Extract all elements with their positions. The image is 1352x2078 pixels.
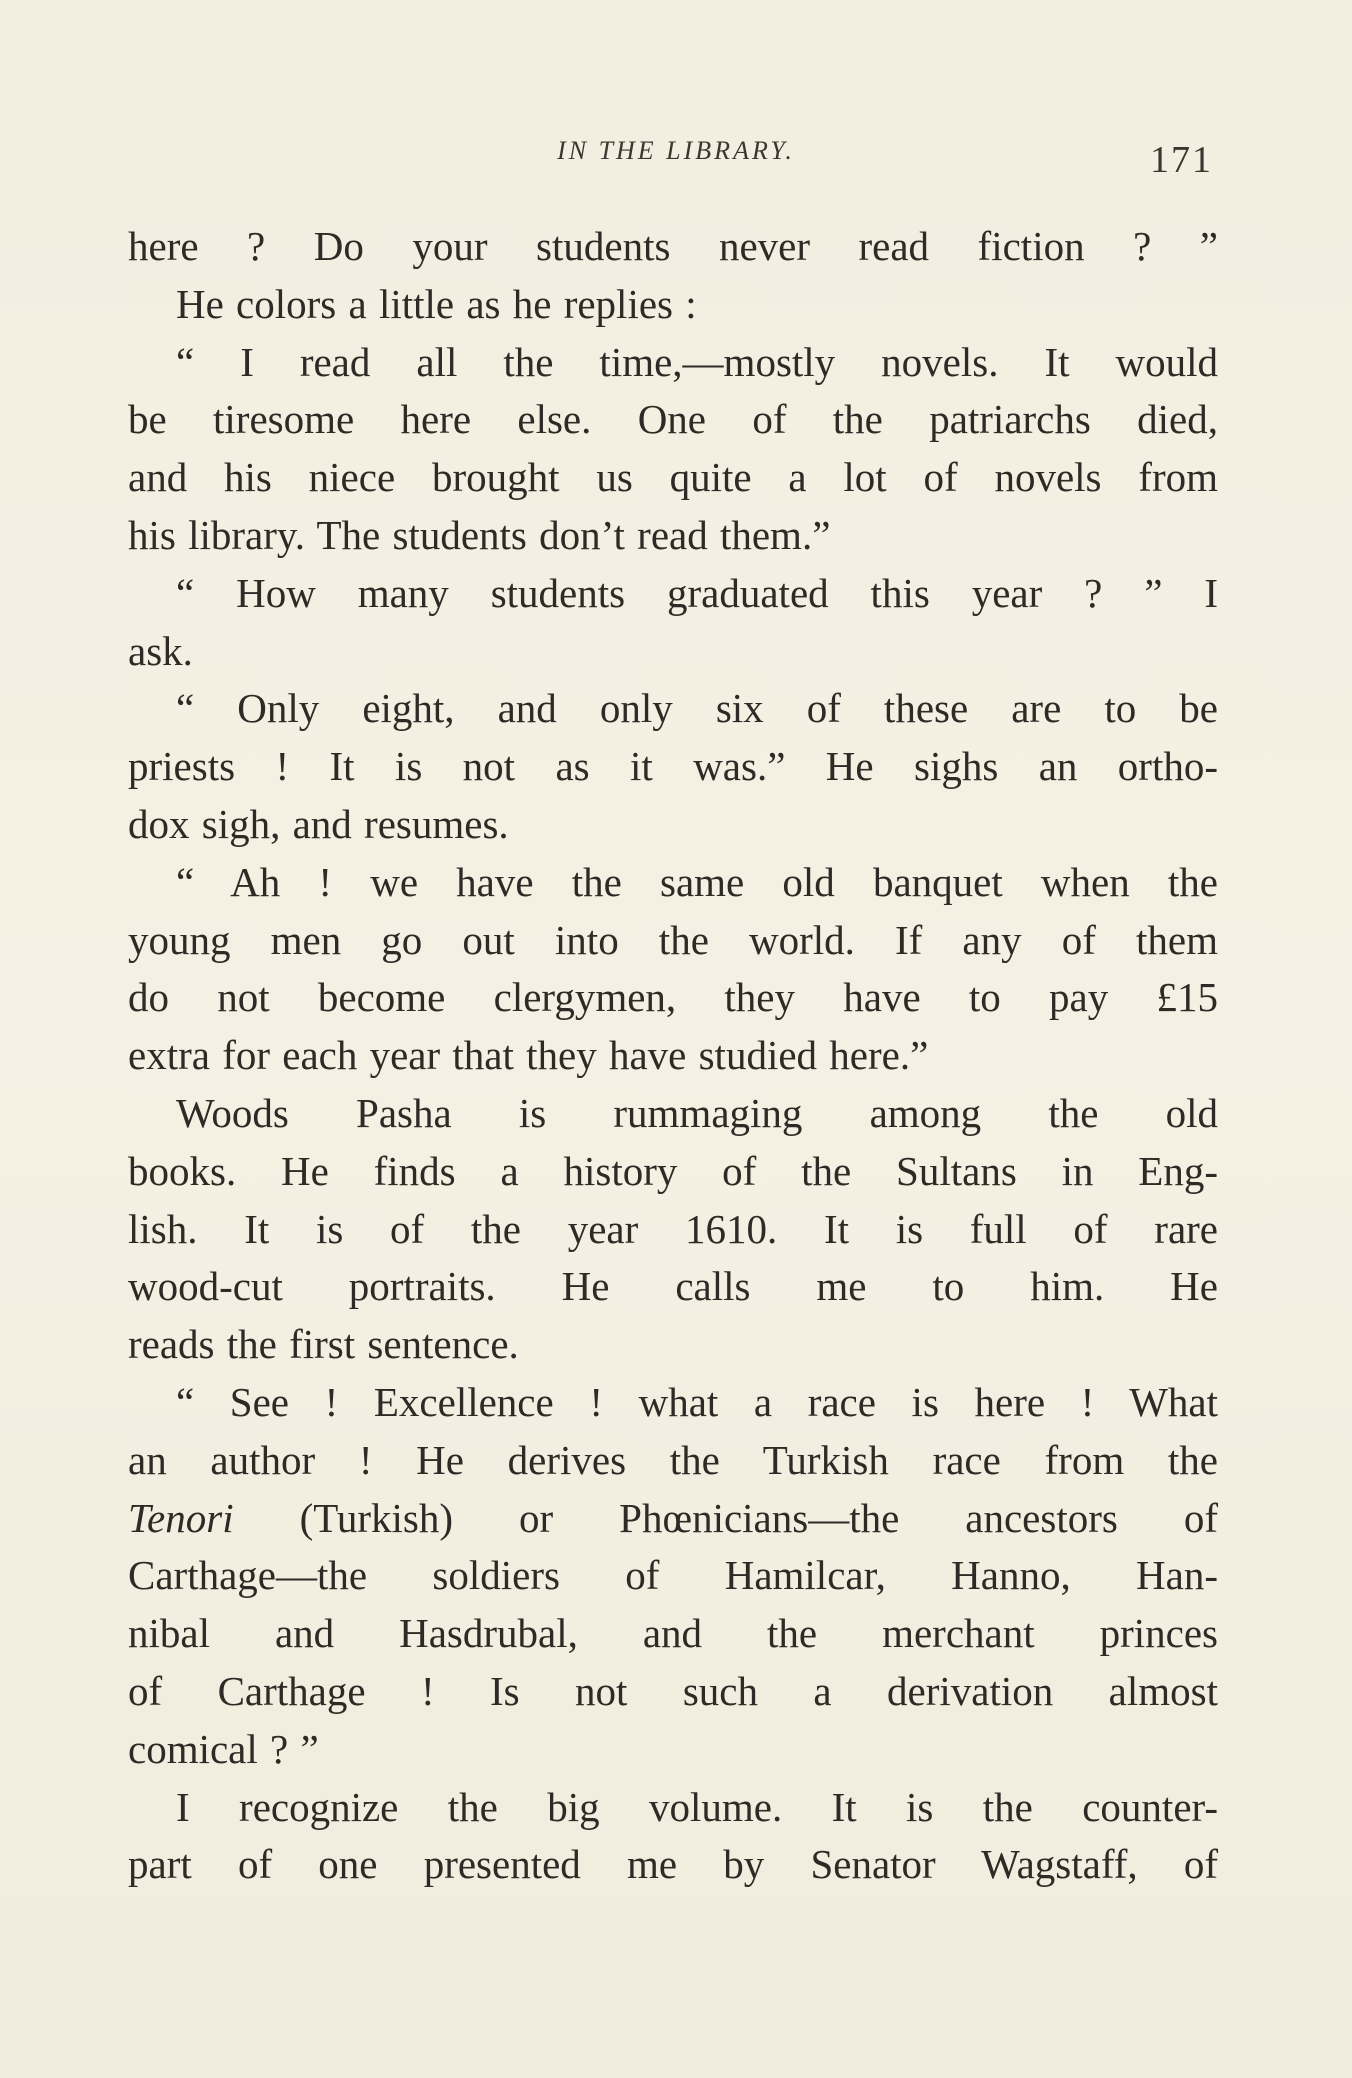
text-line: books. He finds a history of the Sultans in Eng- bbox=[128, 1147, 1218, 1194]
text-line: Woods Pasha is rummaging among the old bbox=[176, 1089, 1218, 1136]
text-line: ask. bbox=[128, 627, 193, 674]
text-line: “ Ah ! we have the same old banquet when the bbox=[176, 858, 1218, 905]
text-line: “ See ! Excellence ! what a race is here ! What bbox=[176, 1378, 1218, 1425]
text-line: lish. It is of the year 1610. It is full of rare bbox=[128, 1205, 1218, 1252]
text-line-with-italic bbox=[128, 1490, 1218, 1548]
text-line: He colors a little as he replies : bbox=[176, 280, 697, 327]
text-line: extra for each year that they have studied here.” bbox=[128, 1032, 929, 1079]
text-line: “ I read all the time,—mostly novels. It would bbox=[176, 338, 1218, 385]
text-line: I recognize the big volume. It is the counter- bbox=[176, 1783, 1218, 1830]
text-line: and his niece brought us quite a lot of novels from bbox=[128, 454, 1218, 501]
text-line: dox sigh, and resumes. bbox=[128, 800, 509, 847]
italic-word: Tenori bbox=[128, 1494, 234, 1541]
running-head: IN THE LIBRARY. bbox=[557, 136, 795, 165]
text-line: an author ! He derives the Turkish race from the bbox=[128, 1436, 1218, 1483]
text-line: his library. The students don’t read them.” bbox=[128, 511, 831, 558]
text-line: “ Only eight, and only six of these are to be bbox=[176, 685, 1218, 732]
text-line: comical ? ” bbox=[128, 1725, 319, 1772]
text-line-rest: (Turkish) or Phœnicians—the ancestors of bbox=[299, 1494, 1218, 1541]
text-line: here ? Do your students never read fiction ? ” bbox=[128, 223, 1218, 269]
text-line: reads the first sentence. bbox=[128, 1321, 519, 1368]
body-text bbox=[128, 218, 1218, 1894]
text-line: of Carthage ! Is not such a derivation almost bbox=[128, 1667, 1218, 1714]
text-line: Carthage—the soldiers of Hamilcar, Hanno, Han- bbox=[128, 1552, 1218, 1599]
text-line: “ How many students graduated this year ? ” I bbox=[176, 569, 1218, 616]
text-line: priests ! It is not as it was.” He sighs an ortho- bbox=[128, 743, 1218, 790]
text-line: nibal and Hasdrubal, and the merchant princes bbox=[128, 1610, 1218, 1657]
page-number: 171 bbox=[1150, 139, 1213, 181]
text-line: part of one presented me by Senator Wagstaff, of bbox=[128, 1841, 1218, 1888]
text-line: young men go out into the world. If any of them bbox=[128, 916, 1218, 963]
text-line: be tiresome here else. One of the patriarchs died, bbox=[128, 396, 1218, 443]
text-line: do not become clergymen, they have to pay £15 bbox=[128, 974, 1218, 1021]
text-line: wood-cut portraits. He calls me to him. He bbox=[128, 1263, 1218, 1310]
